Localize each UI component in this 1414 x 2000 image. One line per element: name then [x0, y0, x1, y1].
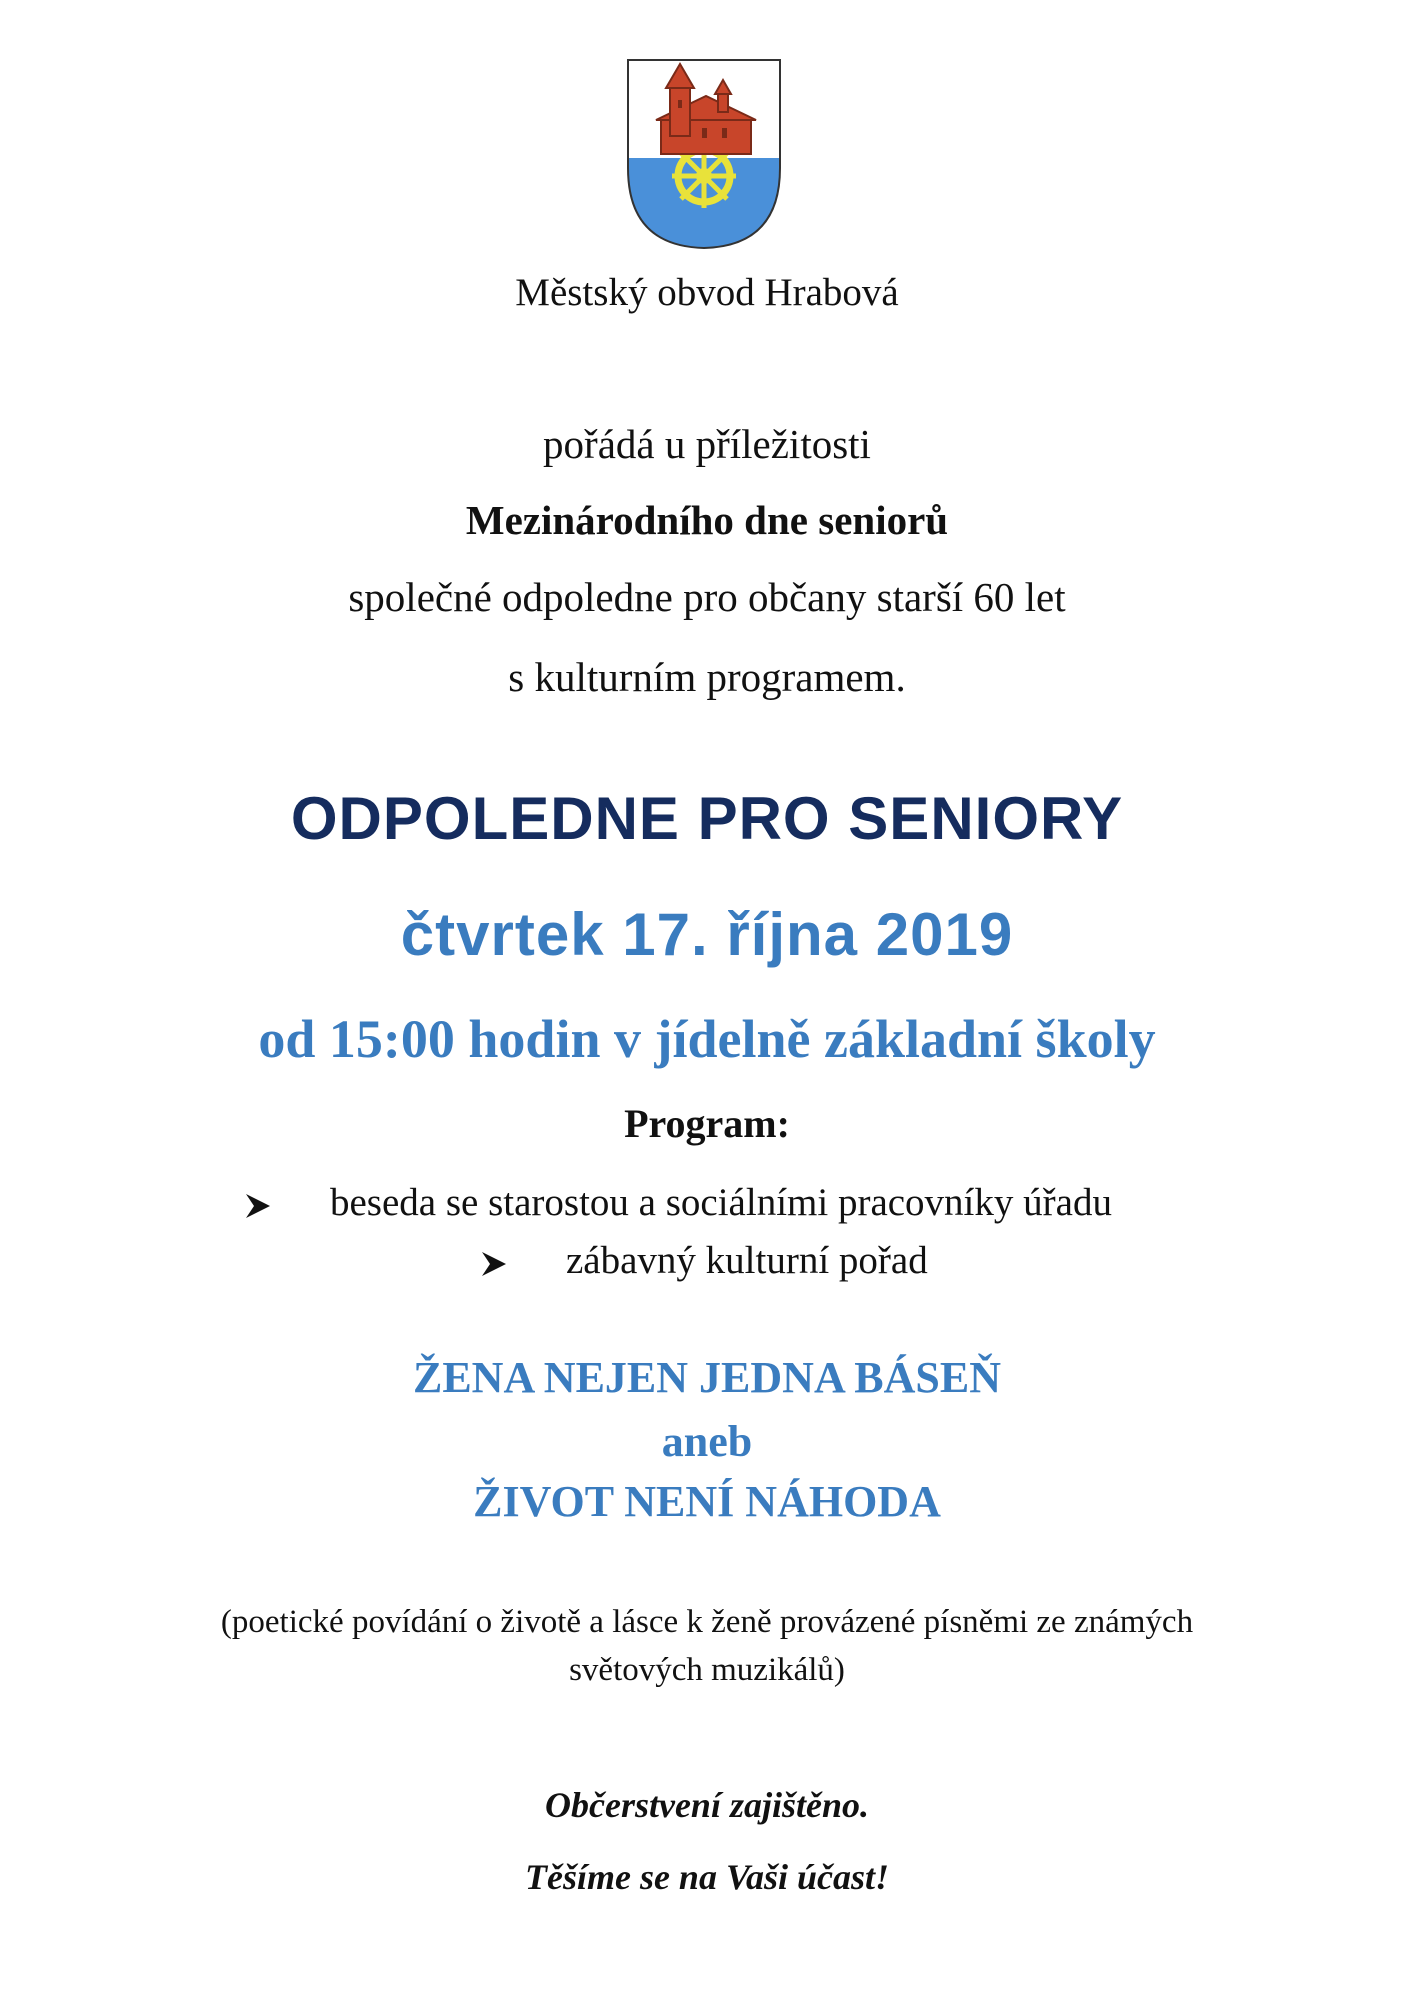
show-description-line-2: světových muzikálů)	[569, 1652, 845, 1688]
arrow-bullet-icon	[244, 1192, 272, 1220]
show-title-line-1: ŽENA NEJEN JEDNA BÁSEŇ	[412, 1353, 1002, 1402]
program-item-1: beseda se starostou a sociálními pracovníky úřadu	[330, 1181, 1112, 1224]
event-time-place: od 15:00 hodin v jídelně základní školy	[258, 1009, 1156, 1069]
event-title: ODPOLEDNE PRO SENIORY	[290, 785, 1124, 852]
coat-of-arms-icon	[626, 58, 782, 250]
intro-line-4: s kulturním programem.	[508, 654, 906, 700]
show-title-line-3: ŽIVOT NENÍ NÁHODA	[473, 1477, 941, 1526]
intro-line-2: Mezinárodního dne seniorů	[465, 497, 949, 543]
program-item-2: zábavný kulturní pořad	[566, 1239, 928, 1282]
welcome-note: Těšíme se na Vaši účast!	[524, 1857, 890, 1897]
program-label: Program:	[624, 1101, 790, 1146]
intro-line-3: společné odpoledne pro občany starší 60 let	[348, 574, 1066, 620]
arrow-bullet-icon	[480, 1250, 508, 1278]
event-date: čtvrtek 17. října 2019	[400, 901, 1014, 968]
intro-line-1: pořádá u příležitosti	[543, 421, 871, 467]
show-title-line-2: aneb	[661, 1417, 753, 1466]
organization-name: Městský obvod Hrabová	[515, 271, 899, 314]
refreshments-note: Občerstvení zajištěno.	[545, 1785, 869, 1825]
show-description-line-1: (poetické povídání o životě a lásce k ženě provázené písněmi ze známých	[220, 1604, 1194, 1640]
